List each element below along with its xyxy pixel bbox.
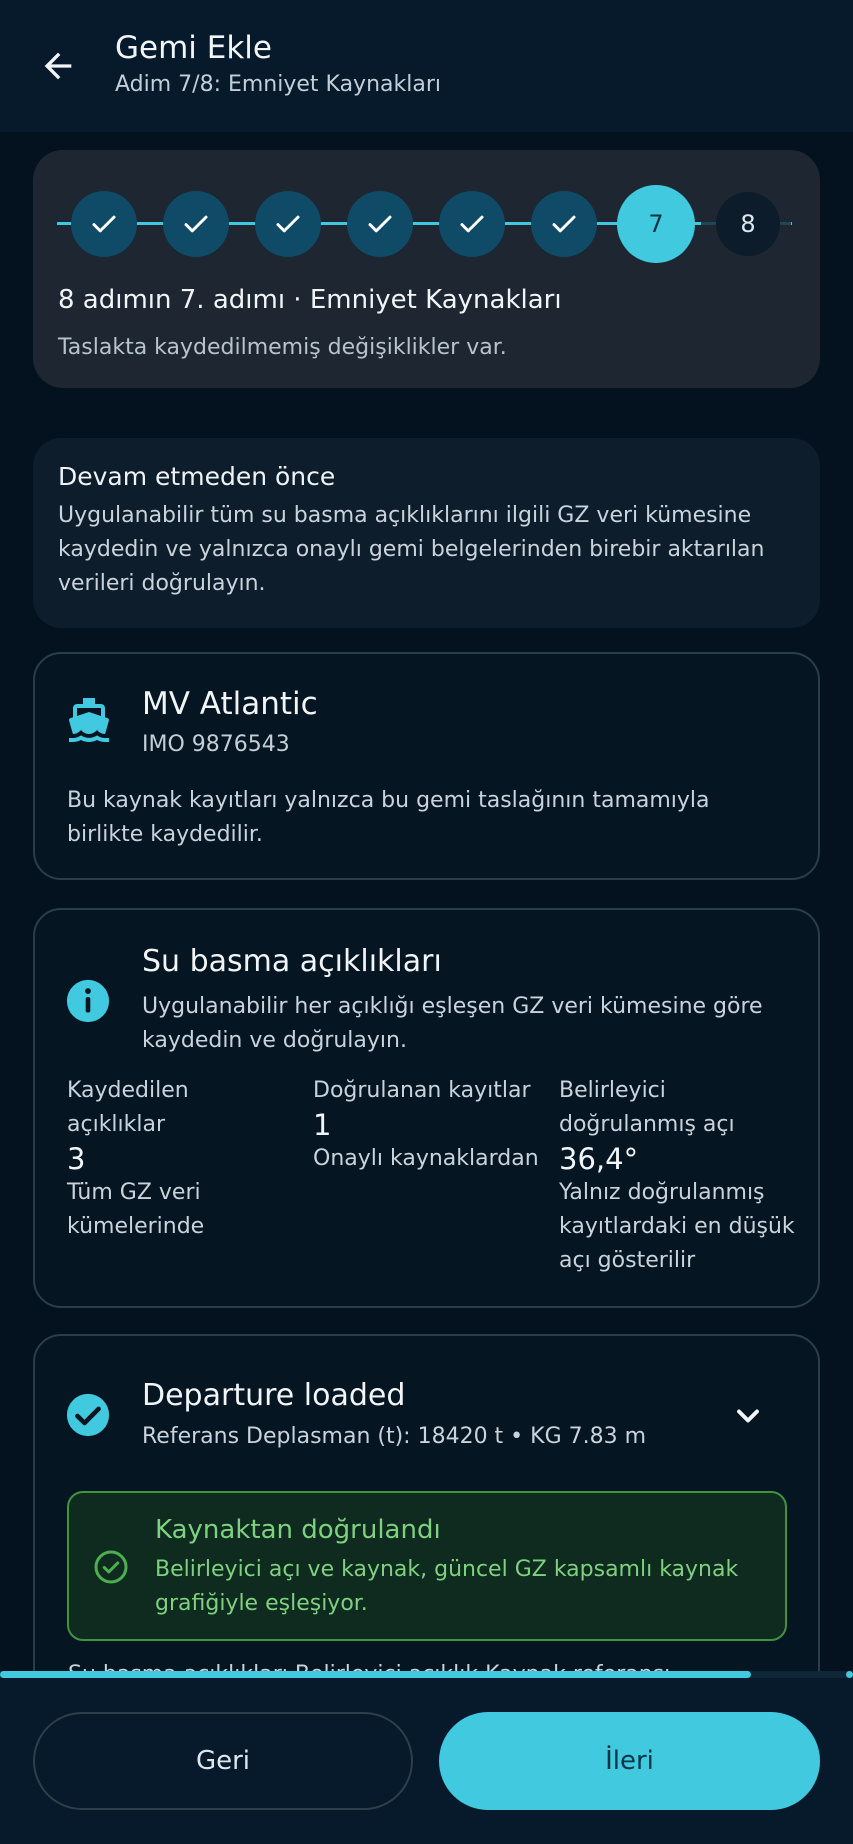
before-continue-card <box>33 438 820 628</box>
metric-value: 3 <box>67 1142 86 1176</box>
flooding-description: Uygulanabilir her açıklığı eşleşen GZ veri kümesine göre kaydedin ve doğrulayın. <box>142 994 763 1053</box>
metric-caption: Tüm GZ veri kümelerinde <box>67 1180 205 1239</box>
stepper-title: 8 adımın 7. adımı · Emniyet Kaynakları <box>58 285 562 315</box>
step-2-completed[interactable] <box>163 191 229 257</box>
scroll-progress-bar <box>0 1671 853 1678</box>
metric-label: Kaydedilen açıklıklar <box>67 1078 189 1137</box>
condition-subtitle: Referans Deplasman (t): 18420 t • KG 7.83 m <box>142 1424 647 1449</box>
before-continue-text: Uygulanabilir tüm su basma açıklıklarını ilgili GZ veri kümesine kaydedin ve yalnızca onaylı gemi belgelerinden birebir aktarılan verileri doğrulayın. <box>58 503 765 596</box>
before-continue-title: Devam etmeden önce <box>58 462 336 491</box>
scroll-progress-end-dot <box>846 1671 853 1678</box>
metric-value: 36,4° <box>559 1142 639 1176</box>
metric-label: Doğrulanan kayıtlar <box>313 1078 531 1103</box>
step-6-completed[interactable] <box>531 191 597 257</box>
check-icon <box>549 209 579 239</box>
vessel-imo: IMO 9876543 <box>142 732 290 757</box>
check-icon <box>89 209 119 239</box>
arrow-back-icon <box>38 46 78 86</box>
metric-label: Belirleyici doğrulanmış açı <box>559 1078 735 1137</box>
metric-governing-angle <box>559 1074 799 1278</box>
back-button[interactable]: Geri <box>33 1712 413 1810</box>
check-icon <box>273 209 303 239</box>
step-5-completed[interactable] <box>439 191 505 257</box>
step-8-upcoming[interactable]: 8 <box>716 192 780 256</box>
departure-loaded-card <box>33 1334 820 1714</box>
verified-title: Kaynaktan doğrulandı <box>155 1515 441 1545</box>
ship-icon <box>65 696 113 744</box>
next-button[interactable]: İleri <box>439 1712 820 1810</box>
scroll-progress-fill <box>0 1671 751 1678</box>
flooding-openings-card <box>33 908 820 1308</box>
page-subtitle: Adim 7/8: Emniyet Kaynakları <box>115 72 441 97</box>
metric-recorded-openings <box>67 1074 287 1244</box>
bottom-action-bar <box>0 1678 853 1844</box>
metric-verified-records <box>313 1074 543 1176</box>
metric-caption: Yalnız doğrulanmış kayıtlardaki en düşük açı gösterilir <box>559 1180 795 1273</box>
flooding-title: Su basma açıklıkları <box>142 944 442 979</box>
vessel-name: MV Atlantic <box>142 686 318 722</box>
step-7-current[interactable]: 7 <box>617 185 695 263</box>
check-icon <box>181 209 211 239</box>
source-verified-banner <box>67 1491 787 1641</box>
chevron-down-icon[interactable] <box>730 1398 766 1434</box>
unsaved-changes-note: Taslakta kaydedilmemiş değişiklikler var. <box>58 335 507 360</box>
condition-title: Departure loaded <box>142 1378 406 1413</box>
check-circle-outline-icon <box>93 1549 129 1585</box>
step-4-completed[interactable] <box>347 191 413 257</box>
metric-caption: Onaylı kaynaklardan <box>313 1146 539 1171</box>
stepper-card <box>33 150 820 388</box>
check-icon <box>457 209 487 239</box>
verified-text: Belirleyici açı ve kaynak, güncel GZ kapsamlı kaynak grafiğiyle eşleşiyor. <box>155 1557 739 1616</box>
check-circle-icon <box>65 1392 111 1438</box>
metric-value: 1 <box>313 1108 332 1142</box>
page-title: Gemi Ekle <box>115 30 272 66</box>
check-icon <box>365 209 395 239</box>
app-bar <box>0 0 853 132</box>
info-icon <box>65 978 111 1024</box>
scroll-content[interactable] <box>0 132 853 1672</box>
step-1-completed[interactable] <box>71 191 137 257</box>
step-3-completed[interactable] <box>255 191 321 257</box>
vessel-card <box>33 652 820 880</box>
back-arrow-button[interactable] <box>30 38 86 94</box>
vessel-note: Bu kaynak kayıtları yalnızca bu gemi taslağının tamamıyla birlikte kaydedilir. <box>67 788 710 847</box>
